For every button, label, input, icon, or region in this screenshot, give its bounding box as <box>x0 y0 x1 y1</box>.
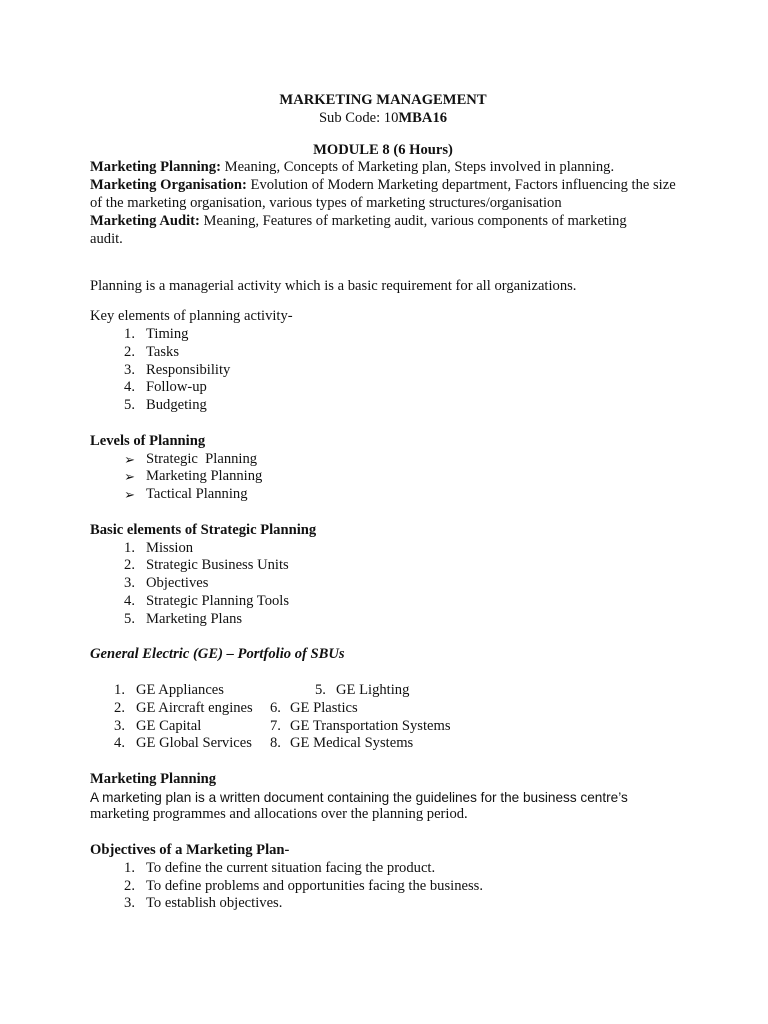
ge-left-number: 4. <box>114 735 125 752</box>
marketing-planning-line: marketing programmes and allocations over the planning period. <box>90 806 468 823</box>
list-item <box>90 575 690 593</box>
sub-code-prefix: Sub Code: 10 <box>318 109 399 126</box>
list-number: 5. <box>124 397 135 414</box>
list-item <box>90 326 690 344</box>
list-item <box>90 557 690 575</box>
list-number: 4. <box>124 379 135 396</box>
ge-left-number: 3. <box>114 717 125 734</box>
list-number: 5. <box>124 610 135 627</box>
arrow-bullet-icon: ➢ <box>124 451 135 467</box>
ge-row <box>90 735 690 753</box>
syllabus-item <box>90 177 680 213</box>
ge-right-text: GE Plastics <box>290 699 358 716</box>
list-text: Responsibility <box>146 361 231 378</box>
syllabus-item <box>90 159 690 177</box>
ge-right-number: 5. <box>315 681 326 698</box>
ge-right-text: GE Medical Systems <box>290 735 414 752</box>
levels-heading: Levels of Planning <box>90 432 206 449</box>
arrow-bullet-icon: ➢ <box>124 469 135 485</box>
list-text: Strategic Planning <box>146 450 258 467</box>
levels-list <box>90 451 690 504</box>
list-item <box>90 611 690 629</box>
list-text: Mission <box>146 539 194 556</box>
ge-row <box>90 682 690 700</box>
list-text: Strategic Planning Tools <box>146 592 290 609</box>
list-text: Tactical Planning <box>146 486 248 503</box>
list-text: To define the current situation facing the product. <box>146 859 436 876</box>
list-text: Follow-up <box>146 379 207 396</box>
ge-portfolio-table <box>90 682 690 753</box>
basic-elements-list <box>90 540 690 629</box>
key-elements-list <box>90 326 690 415</box>
ge-row <box>90 718 690 736</box>
ge-left-number: 2. <box>114 699 125 716</box>
list-item <box>90 593 690 611</box>
ge-right-number: 8. <box>270 735 281 752</box>
list-text: To define problems and opportunities facing the business. <box>146 877 483 894</box>
syllabus-label: Marketing Organisation: <box>90 177 247 194</box>
list-item <box>90 451 690 469</box>
syllabus-text: Meaning, Concepts of Marketing plan, Steps involved in planning. <box>220 159 615 176</box>
list-text: Marketing Plans <box>146 610 243 627</box>
list-number: 1. <box>124 539 135 556</box>
list-item <box>90 860 690 878</box>
list-item <box>90 397 690 415</box>
syllabus-text: Meaning, Features of marketing audit, various components of marketing audit. <box>90 212 627 247</box>
intro-paragraph: Planning is a managerial activity which is a basic requirement for all organizations. <box>90 278 577 295</box>
list-text: To establish objectives. <box>146 895 283 912</box>
list-number: 4. <box>124 592 135 609</box>
list-text: Objectives <box>146 575 209 592</box>
list-item <box>90 878 690 896</box>
ge-right-number: 7. <box>270 717 281 734</box>
objectives-heading: Objectives of a Marketing Plan- <box>90 842 290 859</box>
ge-left-text: GE Aircraft engines <box>136 699 253 716</box>
doc-title: MARKETING MANAGEMENT <box>279 92 487 108</box>
ge-right-text: GE Transportation Systems <box>290 717 451 734</box>
ge-left-text: GE Global Services <box>136 735 252 752</box>
list-number: 3. <box>124 575 135 592</box>
list-item <box>90 540 690 558</box>
syllabus-item <box>90 213 660 249</box>
list-item <box>90 344 690 362</box>
list-number: 3. <box>124 895 135 912</box>
syllabus-text: Evolution of Modern Marketing department, Factors influencing the size of the marketing organisation, various types of marketing structures/organisation <box>90 177 676 211</box>
list-text: Strategic Business Units <box>146 557 289 574</box>
list-text: Marketing Planning <box>146 468 263 485</box>
document-page <box>90 92 690 913</box>
module-heading: MODULE 8 (6 Hours) <box>313 141 453 158</box>
ge-row <box>90 700 690 718</box>
list-number: 2. <box>124 877 135 894</box>
list-number: 2. <box>124 343 135 360</box>
objectives-list <box>90 860 690 913</box>
key-elements-heading: Key elements of planning activity- <box>90 308 293 325</box>
list-item <box>90 486 690 504</box>
sub-code-bold: MBA16 <box>398 109 448 126</box>
list-item <box>90 362 690 380</box>
list-number: 3. <box>124 361 135 378</box>
ge-right-number: 6. <box>270 699 281 716</box>
marketing-planning-heading: Marketing Planning <box>90 770 217 787</box>
list-text: Tasks <box>146 343 180 360</box>
ge-left-text: GE Appliances <box>136 681 224 698</box>
list-text: Budgeting <box>146 397 207 414</box>
list-item <box>90 379 690 397</box>
basic-elements-heading: Basic elements of Strategic Planning <box>90 521 317 538</box>
list-item <box>90 468 690 486</box>
list-number: 1. <box>124 859 135 876</box>
ge-left-number: 1. <box>114 681 125 698</box>
ge-heading: General Electric (GE) – Portfolio of SBUs <box>90 646 345 663</box>
list-number: 1. <box>124 325 135 342</box>
list-number: 2. <box>124 557 135 574</box>
arrow-bullet-icon: ➢ <box>124 487 135 503</box>
marketing-planning-line: A marketing plan is a written document containing the guidelines for the business centre’s <box>90 789 628 805</box>
ge-left-text: GE Capital <box>136 717 202 734</box>
ge-right-text: GE Lighting <box>336 681 410 698</box>
syllabus-label: Marketing Planning: <box>90 159 221 176</box>
sub-code <box>90 110 676 128</box>
list-text: Timing <box>146 325 189 342</box>
list-item <box>90 895 690 913</box>
syllabus-label: Marketing Audit: <box>90 212 200 229</box>
